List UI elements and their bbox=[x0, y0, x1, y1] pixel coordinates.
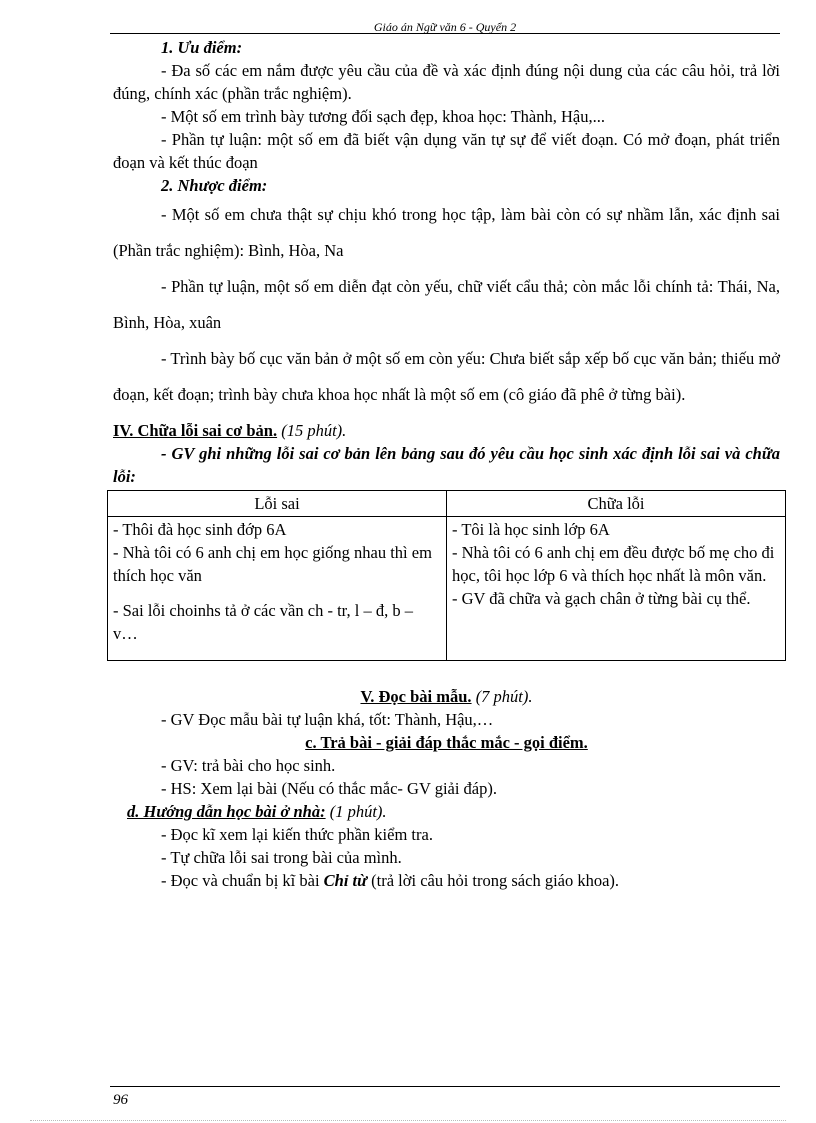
section-iv-instruction: - GV ghi những lỗi sai cơ bản lên bảng sau đó yêu cầu học sinh xác định lỗi sai và chữa lỗi: bbox=[113, 444, 780, 486]
table-header-wrong: Lỗi sai bbox=[108, 491, 447, 517]
fixed-item-3: - GV đã chữa và gạch chân ở từng bài cụ thể. bbox=[452, 589, 751, 608]
wrong-item-3: - Sai lỗi choinhs tả ở các vần ch - tr, l – đ, b – v… bbox=[113, 601, 413, 643]
section-iv-heading: IV. Chữa lỗi sai cơ bản. bbox=[113, 421, 278, 440]
fixed-item-2: - Nhà tôi có 6 anh chị em đều được bố mẹ cho đi học, tôi học lớp 6 và thích học nhất là môn văn. bbox=[452, 543, 775, 585]
section-v-time: (7 phút). bbox=[471, 687, 533, 706]
running-header: Giáo án Ngữ văn 6 - Quyển 2 bbox=[373, 20, 517, 34]
section-c-heading: c. Trả bài - giải đáp thắc mắc - gọi điểm. bbox=[305, 733, 588, 752]
uu-diem-item-2: - Một số em trình bày tương đối sạch đẹp, khoa học: Thành, Hậu,... bbox=[161, 107, 605, 126]
page-bottom-border bbox=[30, 1120, 786, 1121]
wrong-item-2: - Nhà tôi có 6 anh chị em học giống nhau thì em thích học văn bbox=[113, 543, 432, 585]
section-d-heading: d. Hướng dẫn học bài ở nhà: bbox=[127, 802, 326, 821]
section-d-item-1: - Đọc kĩ xem lại kiến thức phần kiểm tra. bbox=[161, 825, 433, 844]
section-d-item-3-prefix: - Đọc và chuẩn bị kĩ bài bbox=[161, 871, 324, 890]
wrong-cell bbox=[108, 517, 447, 661]
section-d-item-3 bbox=[113, 869, 780, 892]
section-c-item-1: - GV: trả bài cho học sinh. bbox=[161, 756, 336, 775]
heading-uu-diem: 1. Ưu điểm: bbox=[161, 38, 243, 57]
fixed-item-1: - Tôi là học sinh lớp 6A bbox=[452, 520, 610, 539]
section-iv-line bbox=[113, 419, 780, 442]
wrong-item-1: - Thôi đà học sinh đớp 6A bbox=[113, 520, 287, 539]
table-row bbox=[108, 517, 786, 661]
section-d-item-2: - Tự chữa lỗi sai trong bài của mình. bbox=[161, 848, 402, 867]
page-content bbox=[113, 36, 780, 892]
section-c-item-2: - HS: Xem lại bài (Nếu có thắc mắc- GV giải đáp). bbox=[161, 779, 498, 798]
nhuoc-diem-item-2: - Phần tự luận, một số em diễn đạt còn yếu, chữ viết cẩu thả; còn mắc lỗi chính tả: Thái, Na, Bình, Hòa, xuân bbox=[113, 277, 780, 332]
section-iv-time: (15 phút). bbox=[277, 421, 347, 440]
section-v-line bbox=[113, 685, 780, 708]
nhuoc-diem-item-3: - Trình bày bố cục văn bản ở một số em còn yếu: Chưa biết sắp xếp bố cục văn bản; thiếu mở đoạn, kết đoạn; trình bày chưa khoa học nhất là một số em (cô giáo đã phê ở từng bài). bbox=[113, 349, 780, 404]
table-header-fixed: Chữa lỗi bbox=[447, 491, 786, 517]
section-d-line bbox=[113, 800, 780, 823]
uu-diem-item-1: - Đa số các em nắm được yêu cầu của đề và xác định đúng nội dung của các câu hỏi, trả lời đúng, chính xác (phần trắc nghiệm). bbox=[113, 61, 780, 103]
fixed-cell bbox=[447, 517, 786, 661]
section-v-item: - GV Đọc mẫu bài tự luận khá, tốt: Thành, Hậu,… bbox=[161, 710, 494, 729]
page-number: 96 bbox=[113, 1092, 128, 1108]
lesson-title: Chỉ từ bbox=[323, 871, 368, 890]
section-v-heading: V. Đọc bài mẫu. bbox=[360, 687, 472, 706]
uu-diem-item-3: - Phần tự luận: một số em đã biết vận dụng văn tự sự để viết đoạn. Có mở đoạn, phát triển đoạn và kết thúc đoạn bbox=[113, 130, 780, 172]
nhuoc-diem-item-1: - Một số em chưa thật sự chịu khó trong học tập, làm bài còn có sự nhầm lẫn, xác định sai (Phần trắc nghiệm): Bình, Hòa, Na bbox=[113, 205, 780, 260]
heading-nhuoc-diem: 2. Nhược điểm: bbox=[161, 176, 268, 195]
error-correction-table bbox=[107, 490, 786, 661]
footer-rule bbox=[110, 1086, 780, 1087]
header-rule bbox=[110, 33, 780, 34]
section-d-time: (1 phút). bbox=[325, 802, 387, 821]
section-d-item-3-suffix: (trả lời câu hỏi trong sách giáo khoa). bbox=[367, 871, 620, 890]
